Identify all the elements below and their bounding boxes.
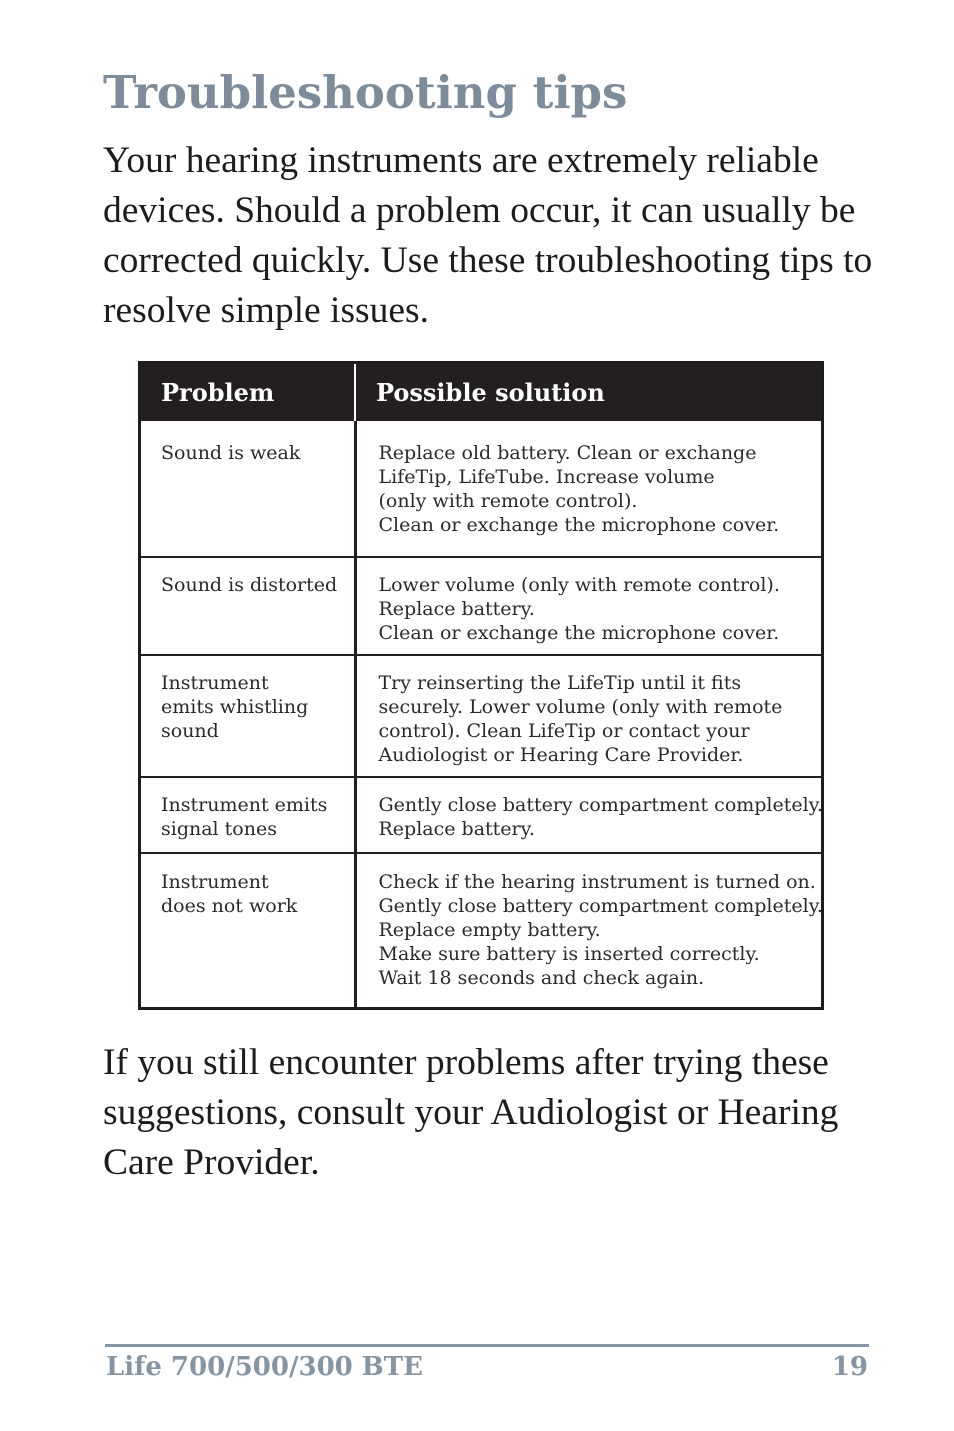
solution-cell [355, 557, 821, 655]
header-possible-solution: Possible solution [355, 364, 821, 421]
footer-divider [105, 1344, 869, 1347]
problem-text: Instrument [161, 671, 269, 694]
problem-cell [141, 557, 355, 655]
table-row [141, 557, 821, 655]
solution-line: LifeTip, LifeTube. Increase volume [378, 466, 715, 488]
solution-line: Replace old battery. Clean or exchange [378, 442, 757, 464]
table-row [141, 655, 821, 778]
solution-line: control). Clean LifeTip or contact your [378, 719, 750, 742]
solution-line: securely. Lower volume (only with remote [378, 695, 783, 718]
problem-text: Sound is weak [161, 442, 301, 464]
solution-line: Gently close battery compartment completely. [378, 794, 823, 817]
problem-text: Instrument [161, 870, 269, 893]
solution-cell [355, 777, 821, 853]
closing-paragraph: If you still encounter problems after trying these suggestions, consult your Audiologist or Hearing Care Provider. [103, 1042, 839, 1183]
solution-cell [355, 421, 821, 557]
table-row [141, 853, 821, 1007]
solution-line: Wait 18 seconds and check again. [378, 966, 705, 989]
problem-text: does not work [161, 894, 298, 917]
solution-line: Audiologist or Hearing Care Provider. [378, 743, 744, 766]
table-row [141, 421, 821, 557]
solution-line: Replace battery. [378, 818, 535, 841]
solution-line: Replace battery. [378, 597, 535, 620]
intro-paragraph: Your hearing instruments are extremely reliable devices. Should a problem occur, it can usually be corrected quickly. Use these troubleshooting tips to resolve simple issues. [103, 140, 873, 331]
problem-cell [141, 853, 355, 1007]
solution-line: (only with remote control). [378, 490, 638, 512]
problem-cell [141, 777, 355, 853]
solution-line: Replace empty battery. [378, 918, 601, 941]
solution-line: Make sure battery is inserted correctly. [378, 942, 760, 965]
solution-cell [355, 853, 821, 1007]
problem-text: signal tones [161, 818, 277, 841]
problem-text: emits whistling [161, 695, 309, 718]
solution-line: Try reinserting the LifeTip until it fits [378, 671, 742, 694]
solution-cell [355, 655, 821, 778]
table-row [141, 777, 821, 853]
problem-cell [141, 655, 355, 778]
solution-line: Lower volume (only with remote control). [378, 573, 780, 596]
page-number: 19 [831, 1352, 868, 1382]
problem-cell [141, 421, 355, 557]
solution-line: Check if the hearing instrument is turned on. [378, 870, 816, 893]
footer-product-name: Life 700/500/300 BTE [106, 1352, 423, 1382]
table-header-row [141, 364, 821, 421]
page-title: Troubleshooting tips [103, 66, 628, 119]
problem-text: sound [161, 719, 219, 742]
problem-text: Sound is distorted [161, 573, 338, 596]
problem-text: Instrument emits [161, 794, 328, 817]
solution-line: Gently close battery compartment completely. [378, 894, 823, 917]
troubleshooting-table [138, 361, 824, 1010]
solution-line: Clean or exchange the microphone cover. [378, 514, 780, 536]
solution-line: Clean or exchange the microphone cover. [378, 621, 780, 644]
header-problem: Problem [141, 364, 355, 421]
